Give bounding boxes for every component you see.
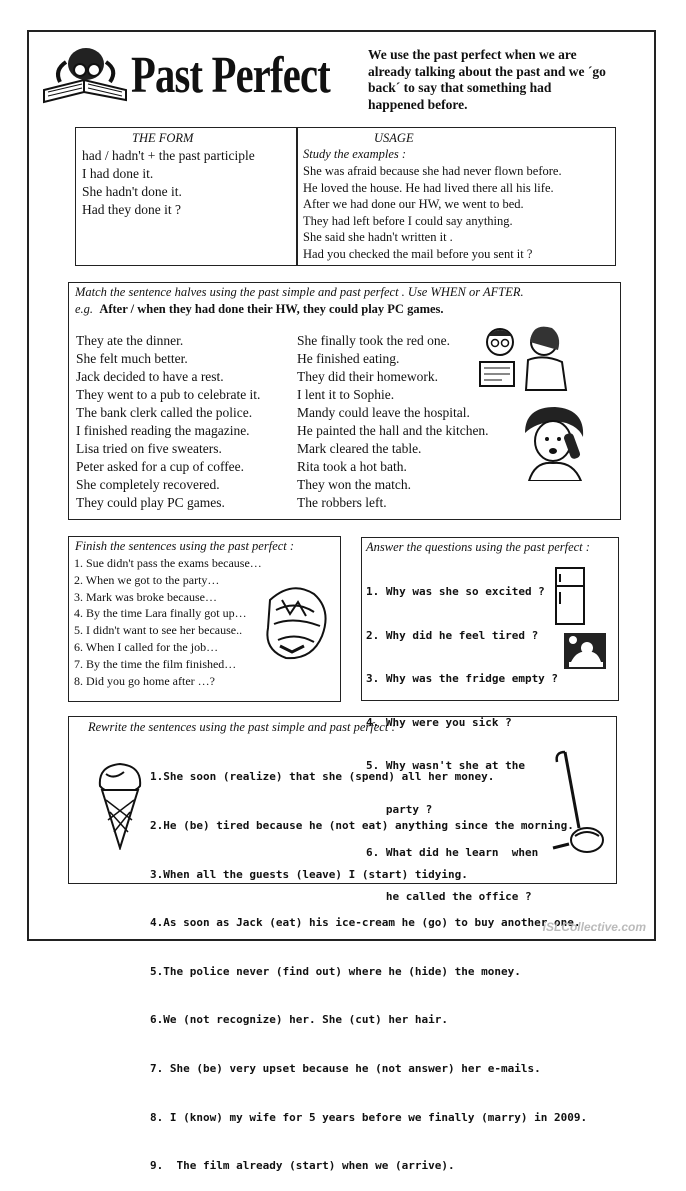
match-right-item: She finally took the red one. xyxy=(297,333,450,348)
rewrite-item: 5.The police never (find out) where he (hide) the money. xyxy=(150,964,521,978)
rewrite-item: 9. The film already (start) when we (arrive). xyxy=(150,1159,455,1173)
rewrite-items xyxy=(150,737,587,1191)
answer-item: 6. What did he learn when xyxy=(366,846,539,859)
form-line: She hadn't done it. xyxy=(82,184,182,199)
clothes-pile-illustration xyxy=(262,580,336,666)
form-line: Had they done it ? xyxy=(82,202,181,217)
form-line: I had done it. xyxy=(82,166,154,181)
usage-subheading: Study the examples : xyxy=(303,147,407,161)
finish-item: 8. Did you go home after …? xyxy=(74,673,215,688)
match-left-item: The bank clerk called the police. xyxy=(76,405,253,420)
match-left-column xyxy=(76,332,260,512)
finish-item: 3. Mark was broke because… xyxy=(74,589,217,604)
rewrite-item: 1.She soon (realize) that she (spend) all her money. xyxy=(150,770,495,784)
vacuum-cleaner-illustration xyxy=(547,748,607,858)
couple-reading-illustration xyxy=(472,320,572,392)
usage-line: He loved the house. He had lived there all his life. xyxy=(303,180,554,195)
usage-line: She was afraid because she had never flown before. xyxy=(303,164,562,178)
match-right-item: They did their homework. xyxy=(297,369,438,384)
answer-item: 5. Why wasn't she at the xyxy=(366,759,525,772)
match-right-item: Rita took a hot bath. xyxy=(297,459,407,474)
match-right-item: The robbers left. xyxy=(297,495,387,510)
finish-instruction: Finish the sentences using the past perfect : xyxy=(75,539,295,553)
match-right-item: He painted the hall and the kitchen. xyxy=(297,423,489,438)
rewrite-item: 7. She (be) very upset because he (not answer) her e-mails. xyxy=(150,1062,541,1076)
match-left-item: I finished reading the magazine. xyxy=(76,423,250,438)
finish-item: 5. I didn't want to see her because.. xyxy=(74,623,243,638)
match-left-item: She felt much better. xyxy=(76,351,188,366)
form-line: had / hadn't + the past participle xyxy=(82,148,255,163)
match-right-column xyxy=(297,332,489,512)
usage-line: Had you checked the mail before you sent it ? xyxy=(303,246,533,261)
match-right-item: Mark cleared the table. xyxy=(297,441,422,456)
finish-items xyxy=(74,555,262,689)
match-left-item: Peter asked for a cup of coffee. xyxy=(76,459,245,474)
match-right-item: They won the match. xyxy=(297,477,411,492)
finish-item: 4. By the time Lara finally got up… xyxy=(74,606,247,621)
rewrite-item: 3.When all the guests (leave) I (start) tidying. xyxy=(150,867,468,881)
example-label: e.g. xyxy=(75,302,94,316)
finish-item: 7. By the time the film finished… xyxy=(74,656,237,671)
match-instruction: Match the sentence halves using the past simple and past perfect . Use WHEN or AFTER. xyxy=(75,285,524,299)
answer-item: he called the office ? xyxy=(366,889,532,903)
tired-man-illustration xyxy=(563,632,607,670)
usage-heading: USAGE xyxy=(374,131,414,145)
usage-line: She said she hadn't written it . xyxy=(303,230,453,244)
match-right-item: I lent it to Sophie. xyxy=(297,387,395,402)
usage-lines xyxy=(303,163,562,262)
rewrite-item: 4.As soon as Jack (eat) his ice-cream he (go) to buy another one. xyxy=(150,916,581,930)
intro-text: We use the past perfect when we are already talking about the past and we ´go back´ to say that something had happened before. xyxy=(368,47,606,112)
answer-instruction: Answer the questions using the past perfect : xyxy=(366,540,590,554)
woman-on-phone-illustration xyxy=(515,403,595,481)
usage-line: After we had done our HW, we went to bed. xyxy=(303,197,524,211)
match-left-item: They ate the dinner. xyxy=(76,333,184,348)
match-left-item: They could play PC games. xyxy=(76,495,225,510)
form-lines xyxy=(82,147,255,219)
match-left-item: Lisa tried on five sweaters. xyxy=(76,441,222,456)
match-left-item: She completely recovered. xyxy=(76,477,220,492)
match-right-item: He finished eating. xyxy=(297,351,400,366)
form-heading: THE FORM xyxy=(132,131,194,145)
watermark: iSLCollective.com xyxy=(542,920,646,934)
finish-item: 1. Sue didn't pass the exams because… xyxy=(74,556,262,570)
rewrite-item: 8. I (know) my wife for 5 years before we finally (marry) in 2009. xyxy=(150,1110,588,1124)
answer-item: party ? xyxy=(366,802,433,816)
answer-item: 3. Why was the fridge empty ? xyxy=(366,672,559,685)
answer-item: 1. Why was she so excited ? xyxy=(366,585,545,598)
reading-person-illustration xyxy=(40,40,128,106)
rewrite-item: 2.He (be) tired because he (not eat) anything since the morning. xyxy=(150,819,574,833)
ice-cream-illustration xyxy=(94,760,148,850)
match-left-item: Jack decided to have a rest. xyxy=(76,369,224,384)
answer-item: 2. Why did he feel tired ? xyxy=(366,628,539,642)
rewrite-item: 6.We (not recognize) her. She (cut) her hair. xyxy=(150,1013,449,1027)
answer-item: 4. Why were you sick ? xyxy=(366,715,512,729)
match-example-row xyxy=(75,302,444,317)
finish-item: 2. When we got to the party… xyxy=(74,572,220,587)
rewrite-instruction: Rewrite the sentences using the past simple and past perfect : xyxy=(88,720,396,734)
form-usage-divider xyxy=(296,127,298,266)
usage-line: They had left before I could say anything. xyxy=(303,213,513,228)
match-example: After / when they had done their HW, they could play PC games. xyxy=(99,302,444,316)
page-title: Past Perfect xyxy=(131,47,330,104)
match-right-item: Mandy could leave the hospital. xyxy=(297,405,470,420)
fridge-illustration xyxy=(553,566,587,626)
finish-item: 6. When I called for the job… xyxy=(74,639,219,654)
match-left-item: They went to a pub to celebrate it. xyxy=(76,387,261,402)
